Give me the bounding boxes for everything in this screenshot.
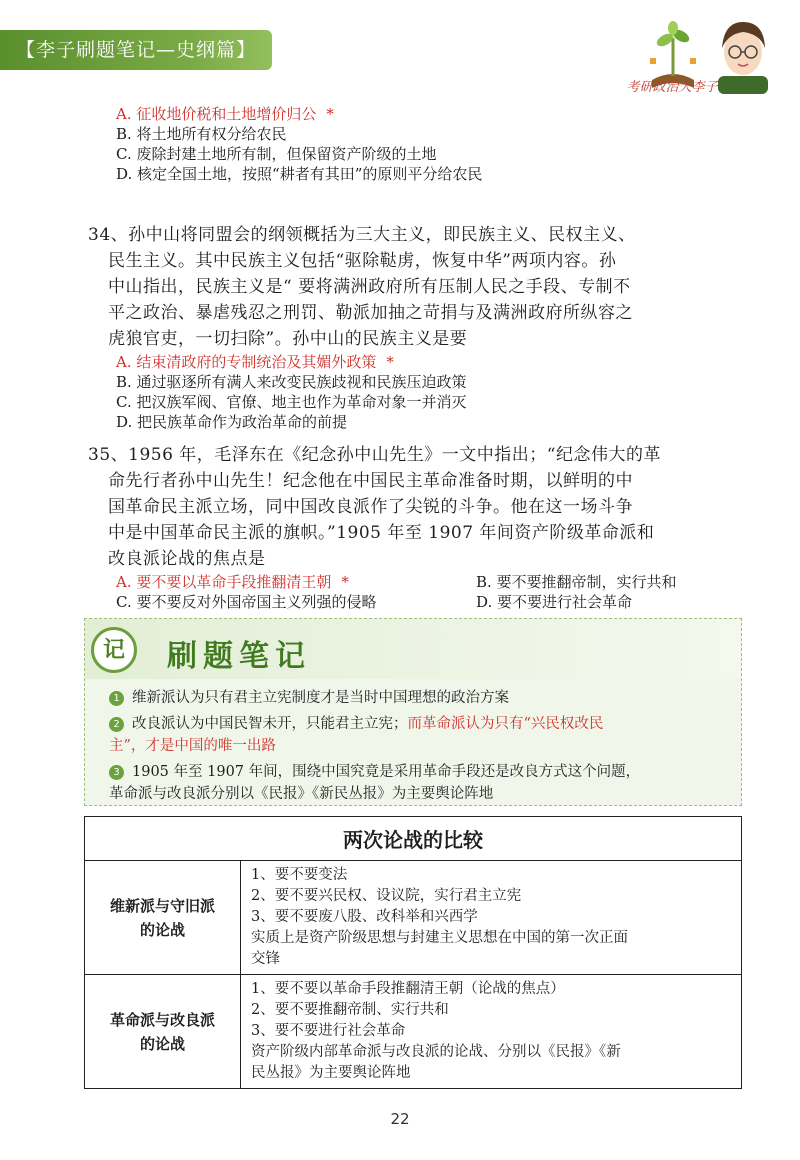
q35-options-row-2 [88, 592, 748, 612]
q33-option-d: D. 核定全国土地，按照“耕者有其田”的原则平分给农民 [116, 165, 483, 183]
correct-mark: * [341, 573, 349, 591]
q35-stem [88, 442, 748, 572]
q35-option-b: B. 要不要推翻帝制，实行共和 [476, 573, 677, 591]
logo-text: 考研政治大李子 [626, 80, 718, 95]
row-label: 维新派与守旧派 的论战 [85, 861, 241, 975]
q35-option-a: A. 要不要以革命手段推翻清王朝 * [116, 573, 349, 591]
header-banner: 【李子刷题笔记—史纲篇】 [0, 30, 272, 70]
q34-stem-line: 民生主义。其中民族主义包括“驱除鞑虏，恢复中华”两项内容。孙 [108, 251, 617, 271]
question-35 [88, 442, 748, 612]
table-row [85, 975, 742, 1089]
number-badge: 2 [109, 717, 124, 732]
correct-mark: * [326, 105, 334, 123]
avatar [712, 14, 774, 94]
q35-stem-line: 改良派论战的焦点是 [108, 549, 266, 569]
correct-mark: * [386, 353, 394, 371]
number-badge: 1 [109, 691, 124, 706]
study-notes-box [84, 618, 742, 806]
q35-option-d: D. 要不要进行社会革命 [476, 593, 633, 611]
q34-stem [88, 222, 748, 352]
question-34 [88, 222, 748, 432]
comparison-table [84, 816, 742, 1089]
row-label: 革命派与改良派 的论战 [85, 975, 241, 1089]
number-badge: 3 [109, 765, 124, 780]
q35-stem-line: 命先行者孙中山先生！纪念他在中国民主革命准备时期，以鲜明的中 [108, 471, 633, 491]
q35-stem-line: 国革命民主派立场，同中国改良派作了尖锐的斗争。他在这一场斗争 [108, 497, 633, 517]
notes-title: 刷题笔记 [167, 639, 311, 674]
q34-stem-line: 34、孙中山将同盟会的纲领概括为三大主义，即民族主义、民权主义、 [88, 225, 636, 245]
q35-options-row-1 [88, 572, 748, 592]
q34-stem-line: 中山指出，民族主义是“ 要将满洲政府所有压制人民之手段、专制不 [108, 277, 631, 297]
q35-option-c: C. 要不要反对外国帝国主义列强的侵略 [116, 593, 377, 611]
q34-stem-line: 虎狼官吏，一切扫除”。孙中山的民族主义是要 [108, 329, 468, 349]
page-number: 22 [390, 1110, 410, 1128]
comparison-title: 两次论战的比较 [85, 817, 742, 861]
q34-option-c: C. 把汉族军阀、官僚、地主也作为革命对象一并消灭 [116, 393, 467, 411]
q35-stem-line: 中是中国革命民主派的旗帜。”1905 年至 1907 年间资产阶级革命派和 [108, 523, 655, 543]
q33-option-c: C. 废除封建土地所有制，但保留资产阶级的土地 [116, 145, 437, 163]
q34-option-d: D. 把民族革命作为政治革命的前提 [116, 413, 348, 431]
notes-header [85, 619, 741, 679]
q34-stem-line: 平之政治、暴虐残忍之刑罚、勒派加抽之苛捐与及满洲政府所纵容之 [108, 303, 633, 323]
note-item-1: 1 维新派认为只有君主立宪制度才是当时中国理想的政治方案 [109, 687, 729, 709]
q34-option-b: B. 通过驱逐所有满人来改变民族歧视和民族压迫政策 [116, 373, 467, 391]
question-33 [88, 104, 748, 184]
q35-stem-line: 35、1956 年，毛泽东在《纪念孙中山先生》一文中指出；“纪念伟大的革 [88, 445, 661, 465]
q34-option-a: A. 结束清政府的专制统治及其媚外政策 * [116, 353, 394, 371]
table-row [85, 861, 742, 975]
notes-badge-icon: 记 [91, 627, 137, 673]
note-item-3: 3 1905 年至 1907 年间，围绕中国究竟是采用革命手段还是改良方式这个问题， 革命派与改良派分别以《民报》《新民丛报》为主要舆论阵地 [109, 764, 641, 802]
row-content: 1、要不要变法 2、要不要兴民权、设议院，实行君主立宪 3、要不要废八股、改科举和兴西学 实质上是资产阶级思想与封建主义思想在中国的第一次正面 交锋 [241, 861, 742, 975]
q33-option-b: B. 将土地所有权分给农民 [116, 125, 287, 143]
row-content: 1、要不要以革命手段推翻清王朝（论战的焦点） 2、要不要推翻帝制、实行共和 3、要不要进行社会革命 资产阶级内部革命派与改良派的论战、分别以《民报》《新 民丛报》为主要舆论阵地 [241, 975, 742, 1089]
q33-option-a: A. 征收地价税和土地增价归公 * [116, 105, 334, 123]
note-item-2: 2 改良派认为中国民智未开，只能君主立宪；而革命派认为只有“兴民权改民 主”，才是中国的唯一出路 [109, 716, 604, 754]
